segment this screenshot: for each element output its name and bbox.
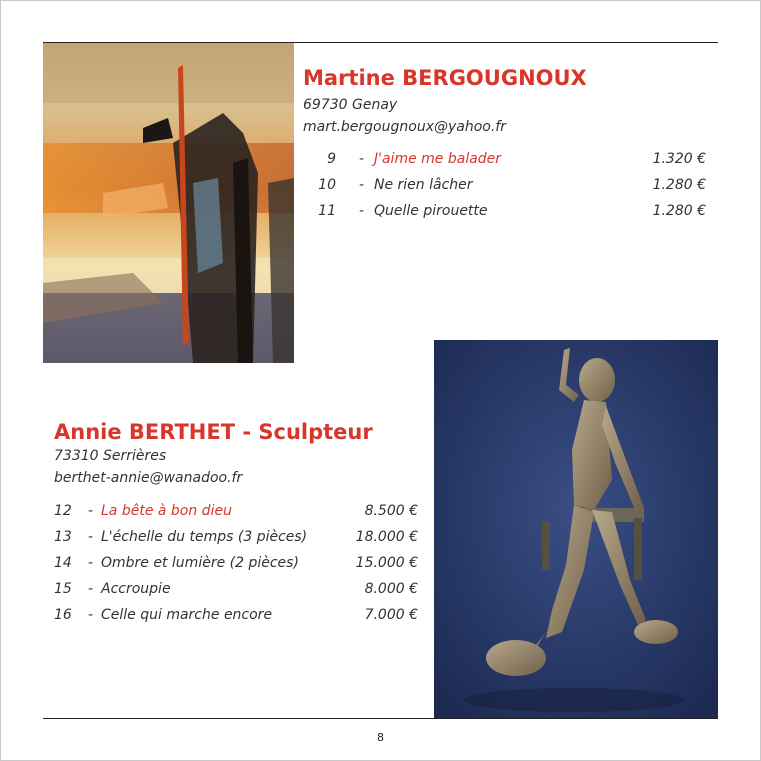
- work-price: 8.500 €: [364, 503, 418, 519]
- work-number: 15: [54, 581, 72, 597]
- work-item: [54, 503, 424, 529]
- work-title: La bête à bon dieu: [101, 503, 232, 519]
- work-title: Celle qui marche encore: [101, 607, 273, 623]
- work-number: 16: [54, 607, 72, 623]
- work-item: [316, 203, 716, 229]
- work-price: 8.000 €: [364, 581, 418, 597]
- artist-city: 73310 Serrières: [54, 448, 167, 464]
- work-title: J'aime me balader: [374, 151, 502, 167]
- work-price: 7.000 €: [364, 607, 418, 623]
- work-number: 9: [327, 151, 336, 167]
- work-title: Ombre et lumière (2 pièces): [101, 555, 299, 571]
- work-title: Ne rien lâcher: [374, 177, 473, 193]
- artist-city: 69730 Genay: [303, 97, 398, 113]
- work-number: 12: [54, 503, 72, 519]
- work-number: 14: [54, 555, 72, 571]
- work-title: L'échelle du temps (3 pièces): [101, 529, 308, 545]
- artist-name: Annie BERTHET - Sculpteur: [54, 420, 373, 444]
- work-dash: -: [88, 529, 94, 545]
- work-number: 11: [318, 203, 336, 219]
- work-price: 18.000 €: [355, 529, 418, 545]
- work-dash: -: [88, 607, 94, 623]
- work-dash: -: [88, 555, 94, 571]
- work-price: 15.000 €: [355, 555, 418, 571]
- work-price: 1.280 €: [652, 203, 706, 219]
- work-item: [54, 607, 424, 633]
- work-item: [316, 151, 716, 177]
- work-item: [54, 529, 424, 555]
- works-list: [316, 151, 716, 229]
- work-dash: -: [359, 203, 365, 219]
- work-title: Accroupie: [101, 581, 171, 597]
- work-title: Quelle pirouette: [374, 203, 488, 219]
- sculpture-image: [434, 340, 718, 718]
- work-item: [54, 581, 424, 607]
- work-dash: -: [88, 503, 94, 519]
- works-list: [54, 503, 424, 633]
- page-number: 8: [377, 731, 384, 744]
- painting-image: [43, 43, 294, 363]
- artist-email: mart.bergougnoux@yahoo.fr: [303, 119, 506, 135]
- artist-name: Martine BERGOUGNOUX: [303, 66, 587, 90]
- artist-email: berthet-annie@wanadoo.fr: [54, 470, 243, 486]
- bottom-rule: [43, 718, 718, 719]
- work-price: 1.320 €: [652, 151, 706, 167]
- work-dash: -: [359, 177, 365, 193]
- work-dash: -: [359, 151, 365, 167]
- work-dash: -: [88, 581, 94, 597]
- work-price: 1.280 €: [652, 177, 706, 193]
- work-item: [54, 555, 424, 581]
- work-item: [316, 177, 716, 203]
- work-number: 13: [54, 529, 72, 545]
- work-number: 10: [318, 177, 336, 193]
